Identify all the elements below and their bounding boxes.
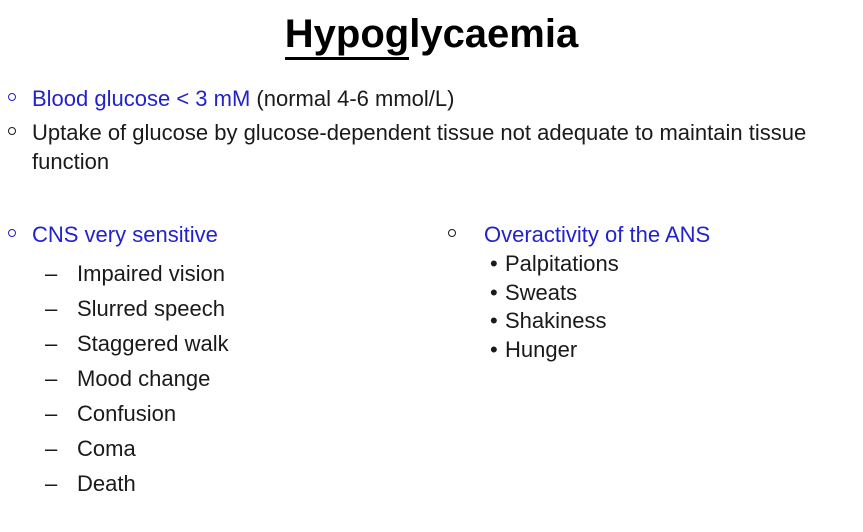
ans-heading: Overactivity of the ANS [484,222,711,247]
ans-item [430,279,863,308]
circle-bullet-marker [8,229,16,237]
page-title [27,10,837,58]
cns-item-label: Confusion [77,401,177,426]
dash-bullet-marker: – [45,261,58,286]
cns-item-label: Mood change [77,366,211,391]
bullet-item-blood-glucose [0,84,828,113]
cns-item [0,291,430,326]
cns-item [0,361,430,396]
dot-bullet-marker: • [490,308,498,333]
ans-item [430,307,863,336]
ans-item-label: Hunger [505,336,578,362]
ans-item-list [430,250,863,364]
dash-bullet-marker: – [45,401,58,426]
cns-item [0,256,430,291]
cns-column [0,220,430,501]
dash-bullet-marker: – [45,366,58,391]
circle-bullet-marker [8,93,16,101]
intro-bullet-list [0,84,828,176]
cns-item-label: Coma [77,436,136,461]
ans-item [430,336,863,365]
circle-bullet-marker [448,229,456,237]
cns-item-label: Staggered walk [77,331,229,356]
ans-item-label: Sweats [505,279,578,305]
bullet-text [32,84,454,113]
title-underlined-part: Hypog [285,12,409,60]
two-column-section [0,220,863,501]
circle-bullet-marker [8,127,16,135]
cns-item-label: Slurred speech [77,296,225,321]
cns-item-list [0,256,430,501]
cns-item [0,326,430,361]
cns-item [0,431,430,466]
cns-item-label: Impaired vision [77,261,225,286]
ans-column [430,220,863,501]
dash-bullet-marker: – [45,331,58,356]
cns-heading-row [0,220,430,249]
ans-item-label: Palpitations [505,251,619,276]
dot-bullet-marker: • [490,336,498,362]
cns-heading: CNS very sensitive [32,222,218,247]
dash-bullet-marker: – [45,296,58,321]
dot-bullet-marker: • [490,279,498,305]
ans-item-label: Shakiness [505,308,607,333]
dot-bullet-marker: • [490,251,498,276]
bullet-item-uptake [0,118,828,176]
dash-bullet-marker: – [45,471,58,496]
dash-bullet-marker: – [45,436,58,461]
ans-item [430,250,863,279]
ans-heading-row [430,220,863,249]
cns-item-label: Death [77,471,136,496]
title-rest-part: lycaemia [409,12,579,56]
bullet-text: Uptake of glucose by glucose-dependent tissue not adequate to maintain tissue function [32,120,807,174]
bullet-normal-text: (normal 4-6 mmol/L) [250,86,455,111]
bullet-highlight-text: Blood glucose < 3 mM [32,86,251,111]
cns-item [0,396,430,431]
cns-item [0,466,430,501]
